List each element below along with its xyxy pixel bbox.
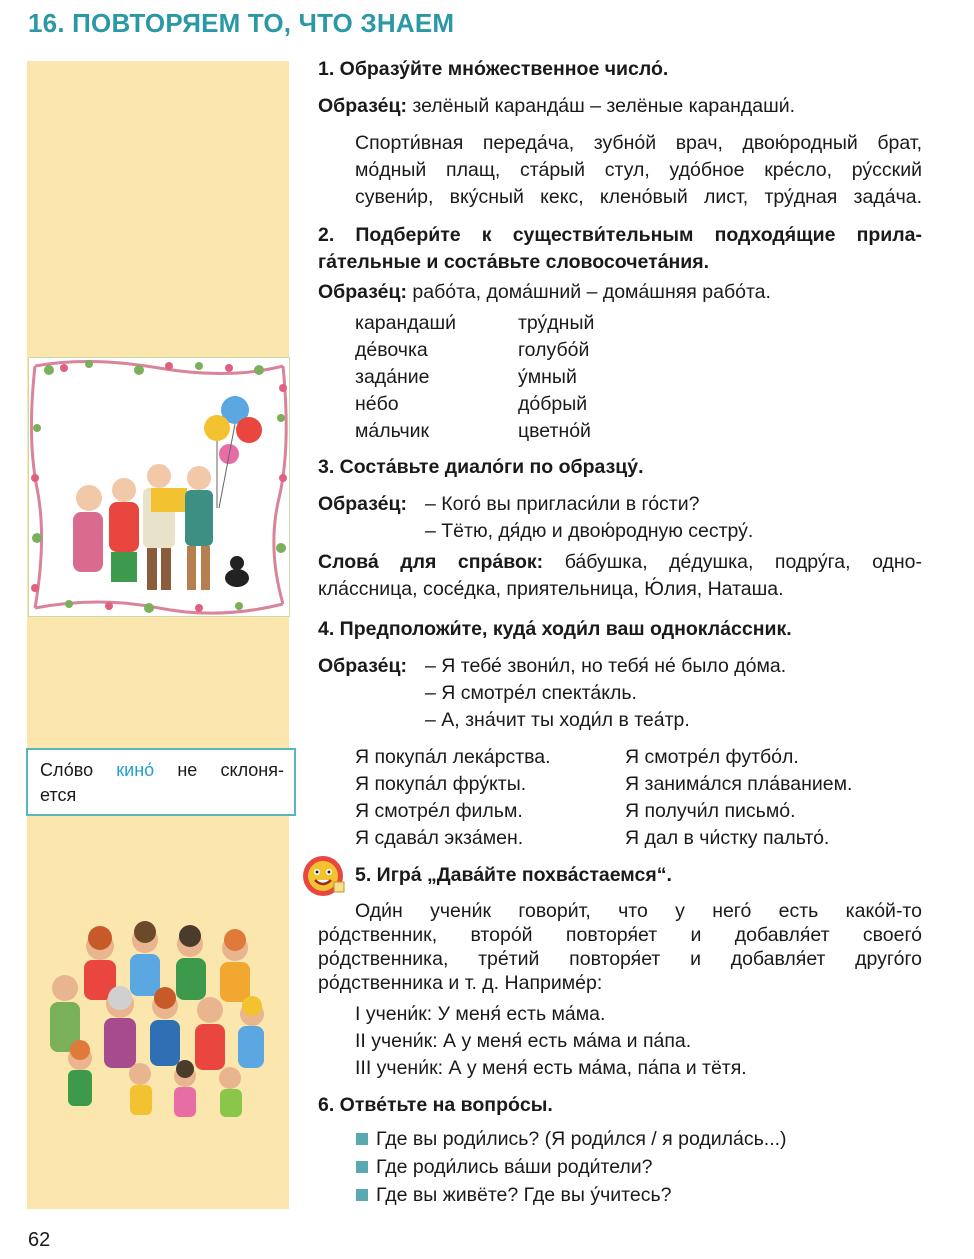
example-line: II учени́к: А у меня́ есть ма́ма и па́па. <box>355 1030 692 1052</box>
sentence-column-right <box>625 744 852 852</box>
sample-label: Образе́ц: <box>318 281 407 303</box>
sentence-column-left <box>355 744 625 852</box>
exercise-heading: 4. Предположи́те, куда́ ходи́л ваш однокла́ссник. <box>318 618 792 640</box>
adjective-item: цветно́й <box>518 420 591 442</box>
exercise-text <box>318 130 922 211</box>
note-line: ется <box>40 785 77 805</box>
noun-item: ма́льчик <box>355 420 430 442</box>
noun-item: де́вочка <box>355 339 428 361</box>
example-list <box>318 1001 922 1082</box>
list-item <box>318 1153 922 1181</box>
sentence-item: Я получи́л письмо́. <box>625 800 796 822</box>
reference-text: кла́ссница, сосе́дка, приятельница, Ю́лия, Наташа. <box>318 578 784 600</box>
exercise-paragraph <box>318 899 922 995</box>
dialog-line: – Кого́ вы пригласи́ли в го́сти? <box>425 493 700 515</box>
noun-column <box>355 310 518 445</box>
exercise-2 <box>318 222 922 445</box>
word-columns <box>318 310 922 445</box>
list-item <box>318 1125 922 1153</box>
sentence-item: Я занима́лся пла́ванием. <box>625 773 853 795</box>
note-highlight-word: кино́ <box>116 760 155 780</box>
bullet-square-icon <box>356 1133 368 1145</box>
sample-text: зелёный каранда́ш – зелёные карандаши́. <box>406 95 796 117</box>
grammar-note <box>26 748 296 816</box>
exercise-3 <box>318 454 922 603</box>
adjective-item: у́мный <box>518 366 577 388</box>
question-list <box>318 1125 922 1209</box>
dialog-line: – Я смотре́л спекта́кль. <box>425 682 637 704</box>
exercise-1 <box>318 56 922 211</box>
exercise-heading: 6. Отве́тьте на вопро́сы. <box>318 1094 553 1116</box>
text-line: ро́дственник, второ́й повторя́ет и добавля́ет своего́ <box>318 924 922 946</box>
sample-line <box>318 653 922 680</box>
exercise-heading: 3. Соста́вьте диало́ги по образцу́. <box>318 456 644 478</box>
bullet-square-icon <box>356 1189 368 1201</box>
reference-label: Слова́ для спра́вок: <box>318 551 544 573</box>
sample-label: Образе́ц: <box>318 493 407 515</box>
question-text: Где роди́лись ва́ши роди́тели? <box>376 1156 653 1178</box>
noun-item: не́бо <box>355 393 399 415</box>
sample-label: Образе́ц: <box>318 95 407 117</box>
dialog-line: – Я тебе́ звони́л, но тебя́ не́ было до́ма. <box>425 655 787 677</box>
dialog-line: – А, зна́чит ты ходи́л в теа́тр. <box>425 709 690 731</box>
sample-line <box>318 491 922 518</box>
family-party-illustration <box>28 357 290 617</box>
adjective-item: до́брый <box>518 393 588 415</box>
sample-line <box>318 93 922 120</box>
adjective-column <box>518 310 594 445</box>
sentence-item: Я смотре́л футбо́л. <box>625 746 799 768</box>
noun-item: карандаши́ <box>355 312 457 334</box>
sentence-columns <box>318 744 922 852</box>
page-title: 16. ПОВТОРЯЕМ ТО, ЧТО ЗНАЕМ <box>28 8 455 38</box>
exercise-5 <box>318 862 922 1082</box>
text-line: сувени́р, вку́сный кекс, клено́вый лист, тру́дная зада́ча. <box>355 186 922 208</box>
text-line: Спорти́вная переда́ча, зубно́й врач, двою́родный брат, <box>355 132 922 154</box>
noun-item: зада́ние <box>355 366 430 388</box>
sample-label: Образе́ц: <box>318 655 407 677</box>
sentence-item: Я сдава́л экза́мен. <box>355 827 524 849</box>
question-text: Где вы живёте? Где вы у́читесь? <box>376 1184 672 1206</box>
adjective-item: тру́дный <box>518 312 595 334</box>
sentence-item: Я дал в чи́стку пальто́. <box>625 827 830 849</box>
reference-text: ба́бушка, де́душка, подру́га, одно- <box>543 551 922 573</box>
example-line: I учени́к: У меня́ есть ма́ма. <box>355 1003 606 1025</box>
reference-line <box>318 549 922 576</box>
sentence-item: Я смотре́л фильм. <box>355 800 523 822</box>
dialog-line: – Тётю, дя́дю и двою́родную сестру́. <box>425 520 754 542</box>
question-text: Где вы роди́лись? (Я роди́лся / я родила́сь...) <box>376 1128 787 1150</box>
example-line: III учени́к: А у меня́ есть ма́ма, па́па и тётя. <box>355 1057 747 1079</box>
text-line: ро́дственника и т. д. Наприме́р: <box>318 972 603 994</box>
sentence-item: Я покупа́л лека́рства. <box>355 746 551 768</box>
big-family-illustration <box>40 918 270 1123</box>
adjective-item: голубо́й <box>518 339 590 361</box>
page-number: 62 <box>28 1229 51 1251</box>
exercise-4 <box>318 616 922 852</box>
text-line: Оди́н учени́к говори́т, что у него́ есть како́й-то <box>355 900 922 922</box>
note-word: Сло́во <box>40 760 94 780</box>
exercise-6 <box>318 1092 922 1209</box>
exercise-heading: 2. Подбери́те к существи́тельным подходя́щие прила- <box>318 224 922 246</box>
exercise-heading: 5. Игра́ „Дава́йте похва́стаемся“. <box>355 864 672 886</box>
sample-line <box>318 279 922 306</box>
sentence-item: Я покупа́л фру́кты. <box>355 773 527 795</box>
text-line: ро́дственника, тре́тий повторя́ет и добавля́ет друго́го <box>318 948 922 970</box>
list-item <box>318 1181 922 1209</box>
sample-text: рабо́та, дома́шний – дома́шняя рабо́та. <box>406 281 771 303</box>
exercise-heading: га́тельные и соста́вьте словосочета́ния. <box>318 251 710 273</box>
note-word: склоня- <box>220 760 284 780</box>
text-line: мо́дный плащ, ста́рый стул, удо́бное кре́сло, ру́сский <box>355 159 922 181</box>
bullet-square-icon <box>356 1161 368 1173</box>
exercise-heading: 1. Образу́йте мно́жественное число́. <box>318 58 669 80</box>
note-word: не <box>177 760 198 780</box>
